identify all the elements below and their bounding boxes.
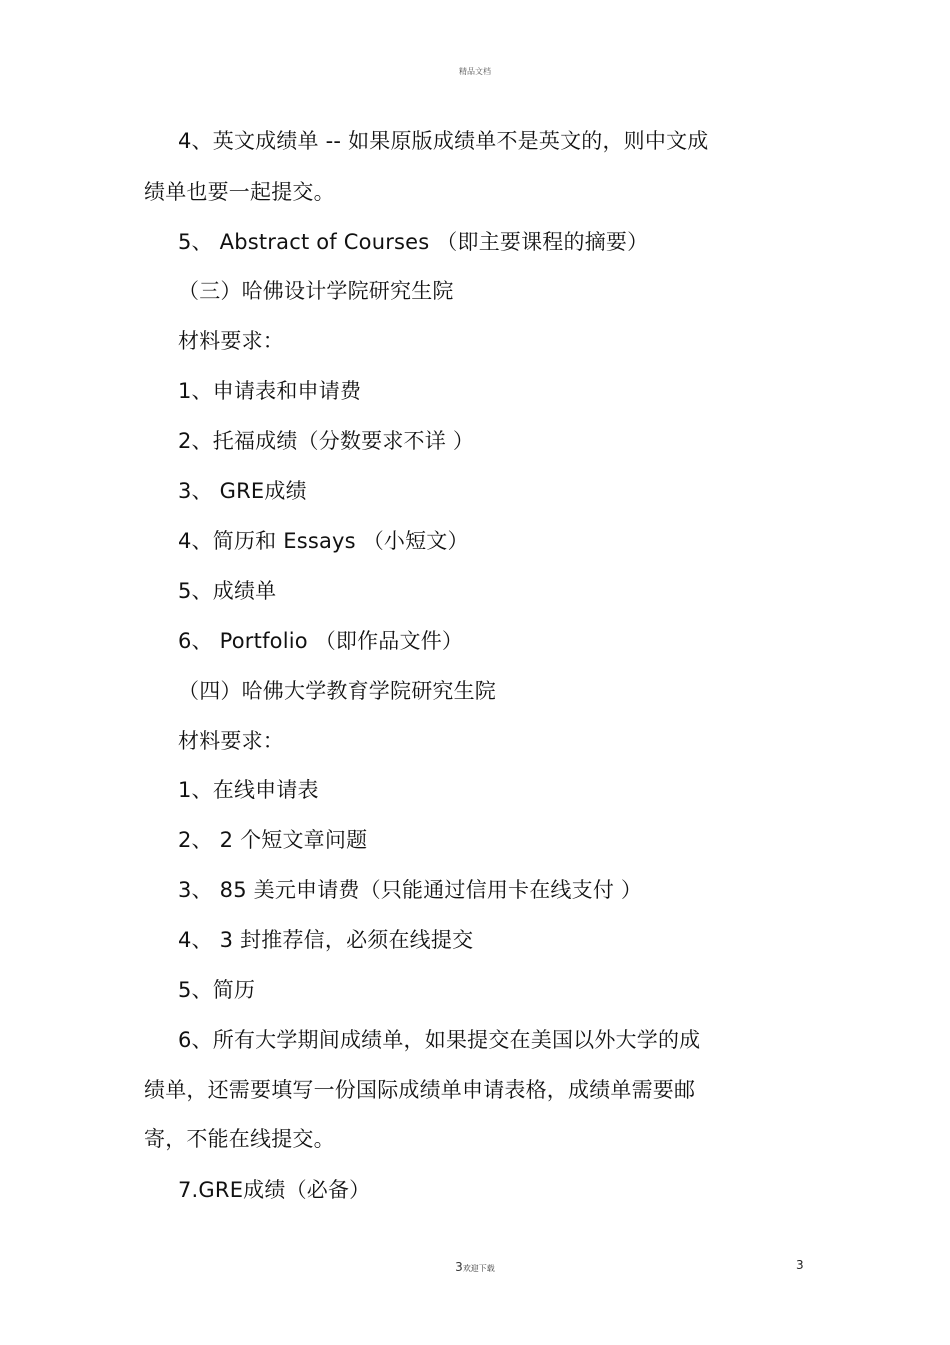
list-item: 2、 2 个短文章问题 [178,828,368,852]
list-item: 2、托福成绩（分数要求不详 ） [178,429,475,453]
text-line: 寄，不能在线提交。 [144,1127,335,1151]
list-item: 6、 Portfolio （即作品文件） [178,629,464,653]
list-item: 6、所有大学期间成绩单，如果提交在美国以外大学的成 [178,1028,701,1052]
list-item: 4、简历和 Essays （小短文） [178,529,469,553]
list-item: 5、成绩单 [178,579,277,603]
section-heading: （三）哈佛设计学院研究生院 [178,279,454,303]
footer-text: 欢迎下载 [462,1264,495,1273]
footer-page-number: 3 [455,1260,463,1274]
text-line: 绩单，还需要填写一份国际成绩单申请表格，成绩单需要邮 [144,1078,696,1102]
text-line: 4、英文成绩单 -- 如果原版成绩单不是英文的，则中文成 [178,129,709,153]
text-line: 5、 Abstract of Courses （即主要课程的摘要） [178,230,649,254]
footer-center [0,1260,950,1274]
text-line: 材料要求： [178,329,284,353]
list-item: 1、申请表和申请费 [178,379,362,403]
list-item: 4、 3 封推荐信，必须在线提交 [178,928,474,952]
page-number: 3 [796,1258,804,1272]
list-item: 5、简历 [178,978,256,1002]
text-line: 绩单也要一起提交。 [144,180,335,204]
section-heading: （四）哈佛大学教育学院研究生院 [178,679,496,703]
text-line: 材料要求： [178,729,284,753]
header-watermark: 精品文档 [459,67,491,76]
list-item: 1、在线申请表 [178,778,319,802]
list-item: 3、 GRE成绩 [178,479,307,503]
list-item: 3、 85 美元申请费（只能通过信用卡在线支付 ） [178,878,643,902]
list-item: 7.GRE成绩（必备） [178,1178,371,1202]
